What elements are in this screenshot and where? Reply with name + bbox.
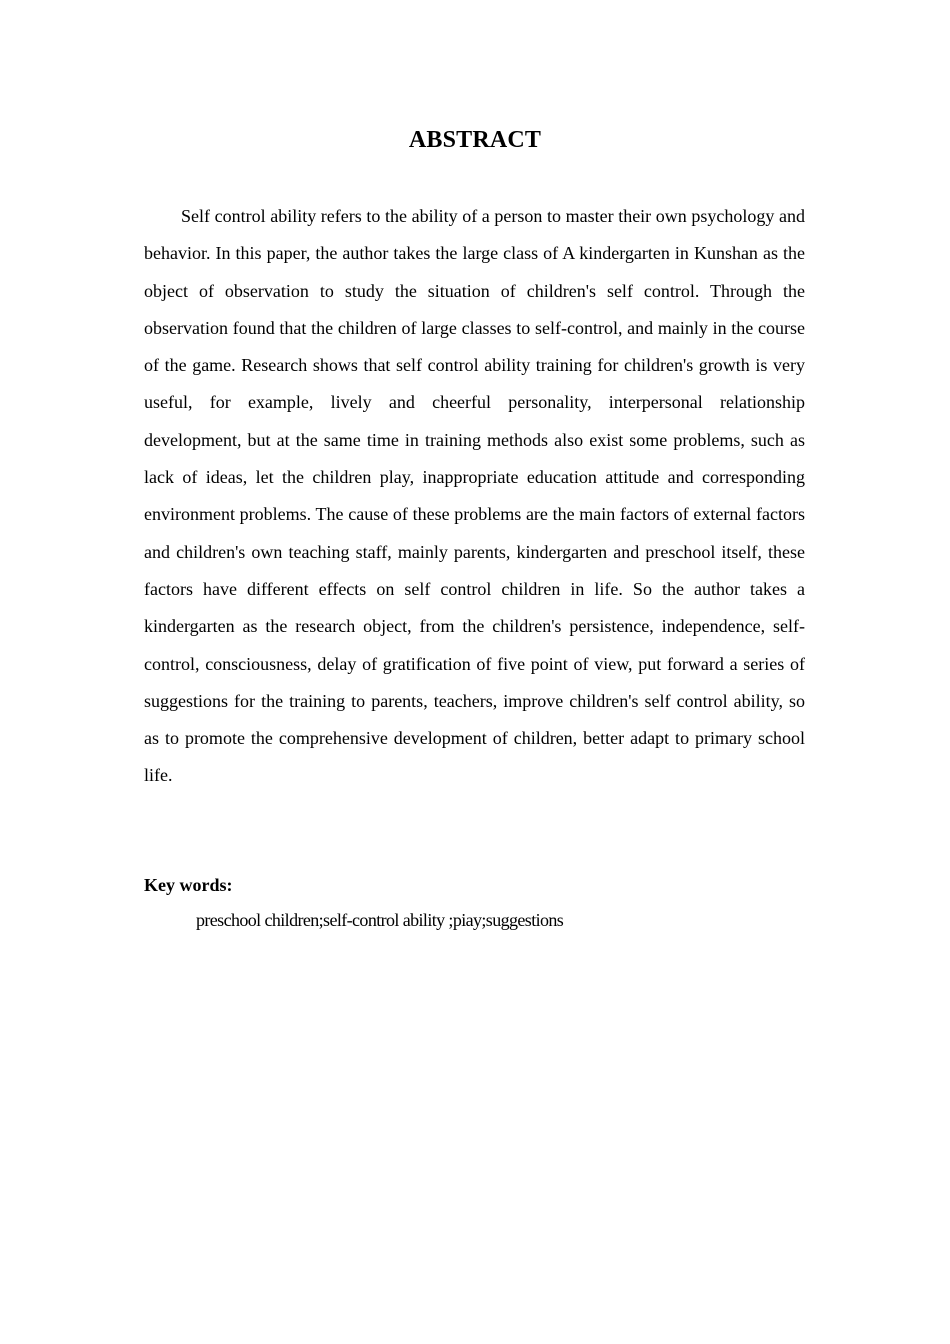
abstract-paragraph: Self control ability refers to the ability of a person to master their own psychology and behavior. In this paper, the author takes the large class of A kindergarten in Kunshan as the object of observation to study the situation of children's self control. Through the observation found that the children of large classes to self-control, and mainly in the course of the game. Research shows that self control ability training for children's growth is very useful, for example, lively and cheerful personality, interpersonal relationship development, but at the same time in training methods also exist some problems, such as lack of ideas, let the children play, inappropriate education attitude and corresponding environment problems. The cause of these problems are the main factors of external factors and children's own teaching staff, mainly parents, kindergarten and preschool itself, these factors have different effects on self control children in life. So the author takes a kindergarten as the research object, from the children's persistence, independence, self-control, consciousness, delay of gratification of five point of view, put forward a series of suggestions for the training to parents, teachers, improve children's self control ability, so as to promote the comprehensive development of children, better adapt to primary school life. <box>144 206 805 786</box>
keywords-list: preschool children;self-control ability ;piay;suggestions <box>196 910 564 930</box>
keywords-label: Key words: <box>144 875 233 895</box>
abstract-title: ABSTRACT <box>408 127 542 153</box>
